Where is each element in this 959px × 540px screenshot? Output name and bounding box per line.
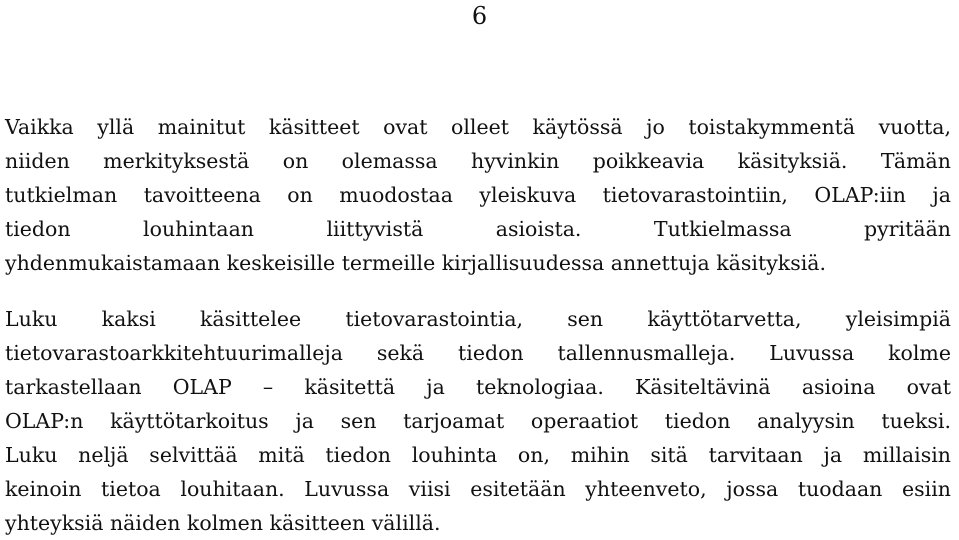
text-line: Vaikka yllä mainitut käsitteet ovat olleet käytössä jo toistakymmentä vuotta, [5,115,951,139]
text-line: yhdenmukaistamaan keskeisille termeille kirjallisuudessa annettuja käsityksiä. [5,251,827,275]
text-line: yhteyksiä näiden kolmen käsitteen välillä. [5,511,441,535]
text-line: keinoin tietoa louhitaan. Luvussa viisi esitetään yhteenveto, jossa tuodaan esiin [5,477,951,501]
text-line: tiedon louhintaan liittyvistä asioista. Tutkielmassa pyritään [5,217,951,241]
text-line: niiden merkityksestä on olemassa hyvinkin poikkeavia käsityksiä. Tämän [5,149,951,173]
text-line: tietovarastoarkkitehtuurimalleja sekä tiedon tallennusmalleja. Luvussa kolme [5,341,951,365]
paragraph-intro [5,110,951,280]
text-line: tutkielman tavoitteena on muodostaa yleiskuva tietovarastointiin, OLAP:iin ja [5,183,951,207]
text-line: OLAP:n käyttötarkoitus ja sen tarjoamat operaatiot tiedon analyysin tueksi. [5,409,951,433]
document-body [5,110,951,540]
text-line: Luku kaksi käsittelee tietovarastointia, sen käyttötarvetta, yleisimpiä [5,307,951,331]
text-line: tarkastellaan OLAP – käsitettä ja teknologiaa. Käsiteltävinä asioina ovat [5,375,951,399]
page-number: 6 [471,2,488,30]
paragraph-outline [5,302,951,540]
text-line: Luku neljä selvittää mitä tiedon louhinta on, mihin sitä tarvitaan ja millaisin [5,443,951,467]
